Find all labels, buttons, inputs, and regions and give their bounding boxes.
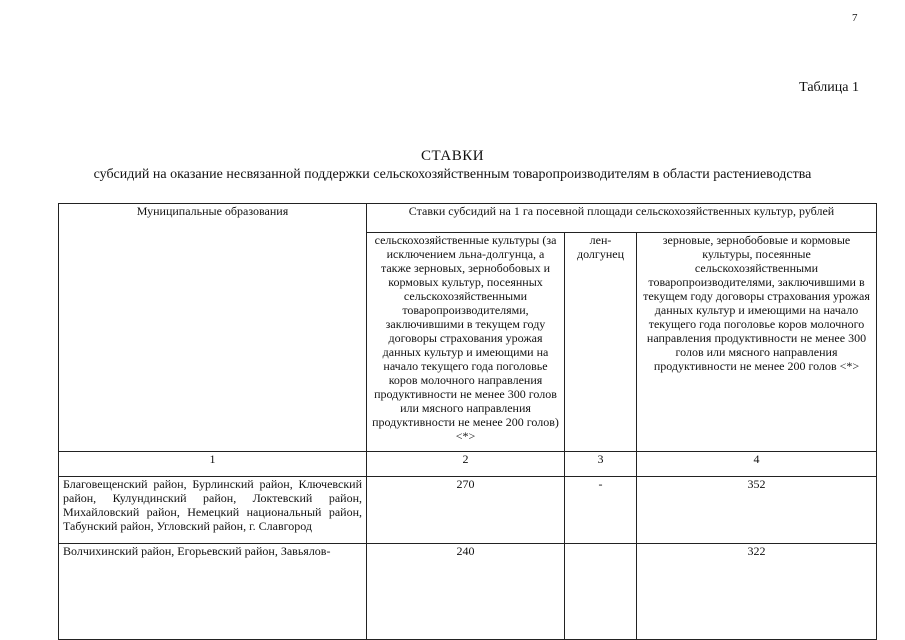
column-number: 3 xyxy=(565,452,637,477)
col4-description: зерновые, зернобобовые и кормовые культуры, посеянные сельскохозяйственными товаропроизводителями, заключившими в текущем году договоры страхования урожая данных культур и имеющими на начало текущего года поголовье коров молочного направления продуктивности не менее 300 голов или мясного направления продуктивности не менее 200 голов <*> xyxy=(637,233,877,452)
municipal-cell: Благовещенский район, Бурлинский район, Ключевский район, Кулундинский район, Локтевский район, Михайловский район, Немецкий национальный район, Табунский район, Угловский район, г. Славгород xyxy=(59,477,367,544)
table-label: Таблица 1 xyxy=(799,80,859,95)
table-row xyxy=(59,477,877,544)
header-municipal: Муниципальные образования xyxy=(59,204,367,452)
subsidy-rates-table xyxy=(58,203,877,640)
rate-cell-col3: - xyxy=(565,477,637,544)
column-number: 1 xyxy=(59,452,367,477)
header-row xyxy=(59,204,877,233)
rate-cell-col3 xyxy=(565,544,637,640)
table-row xyxy=(59,544,877,640)
header-rates: Ставки субсидий на 1 га посевной площади сельскохозяйственных культур, рублей xyxy=(367,204,877,233)
municipal-cell: Волчихинский район, Егорьевский район, Завьялов- xyxy=(59,544,367,640)
rate-cell-col2: 240 xyxy=(367,544,565,640)
column-number-row xyxy=(59,452,877,477)
rate-cell-col4: 352 xyxy=(637,477,877,544)
column-number: 4 xyxy=(637,452,877,477)
document-subtitle: субсидий на оказание несвязанной поддержки сельскохозяйственным товаропроизводителям в области растениеводства xyxy=(93,167,812,182)
page-number: 7 xyxy=(852,12,858,24)
column-number: 2 xyxy=(367,452,565,477)
col2-description: сельскохозяйственные культуры (за исключением льна-долгунца, а также зерновых, зернобобовых и кормовых культур, посеянных сельскохозяйственными товаропроизводителями, заключившими в текущем году договоры страхования урожая данных культур и имеющими на начало текущего года поголовье коров молочного направления продуктивности не менее 300 голов или мясного направления продуктивности не менее 200 голов) <*> xyxy=(367,233,565,452)
col3-description: лен-долгунец xyxy=(565,233,637,452)
rate-cell-col2: 270 xyxy=(367,477,565,544)
document-title: СТАВКИ xyxy=(420,148,485,164)
rate-cell-col4: 322 xyxy=(637,544,877,640)
